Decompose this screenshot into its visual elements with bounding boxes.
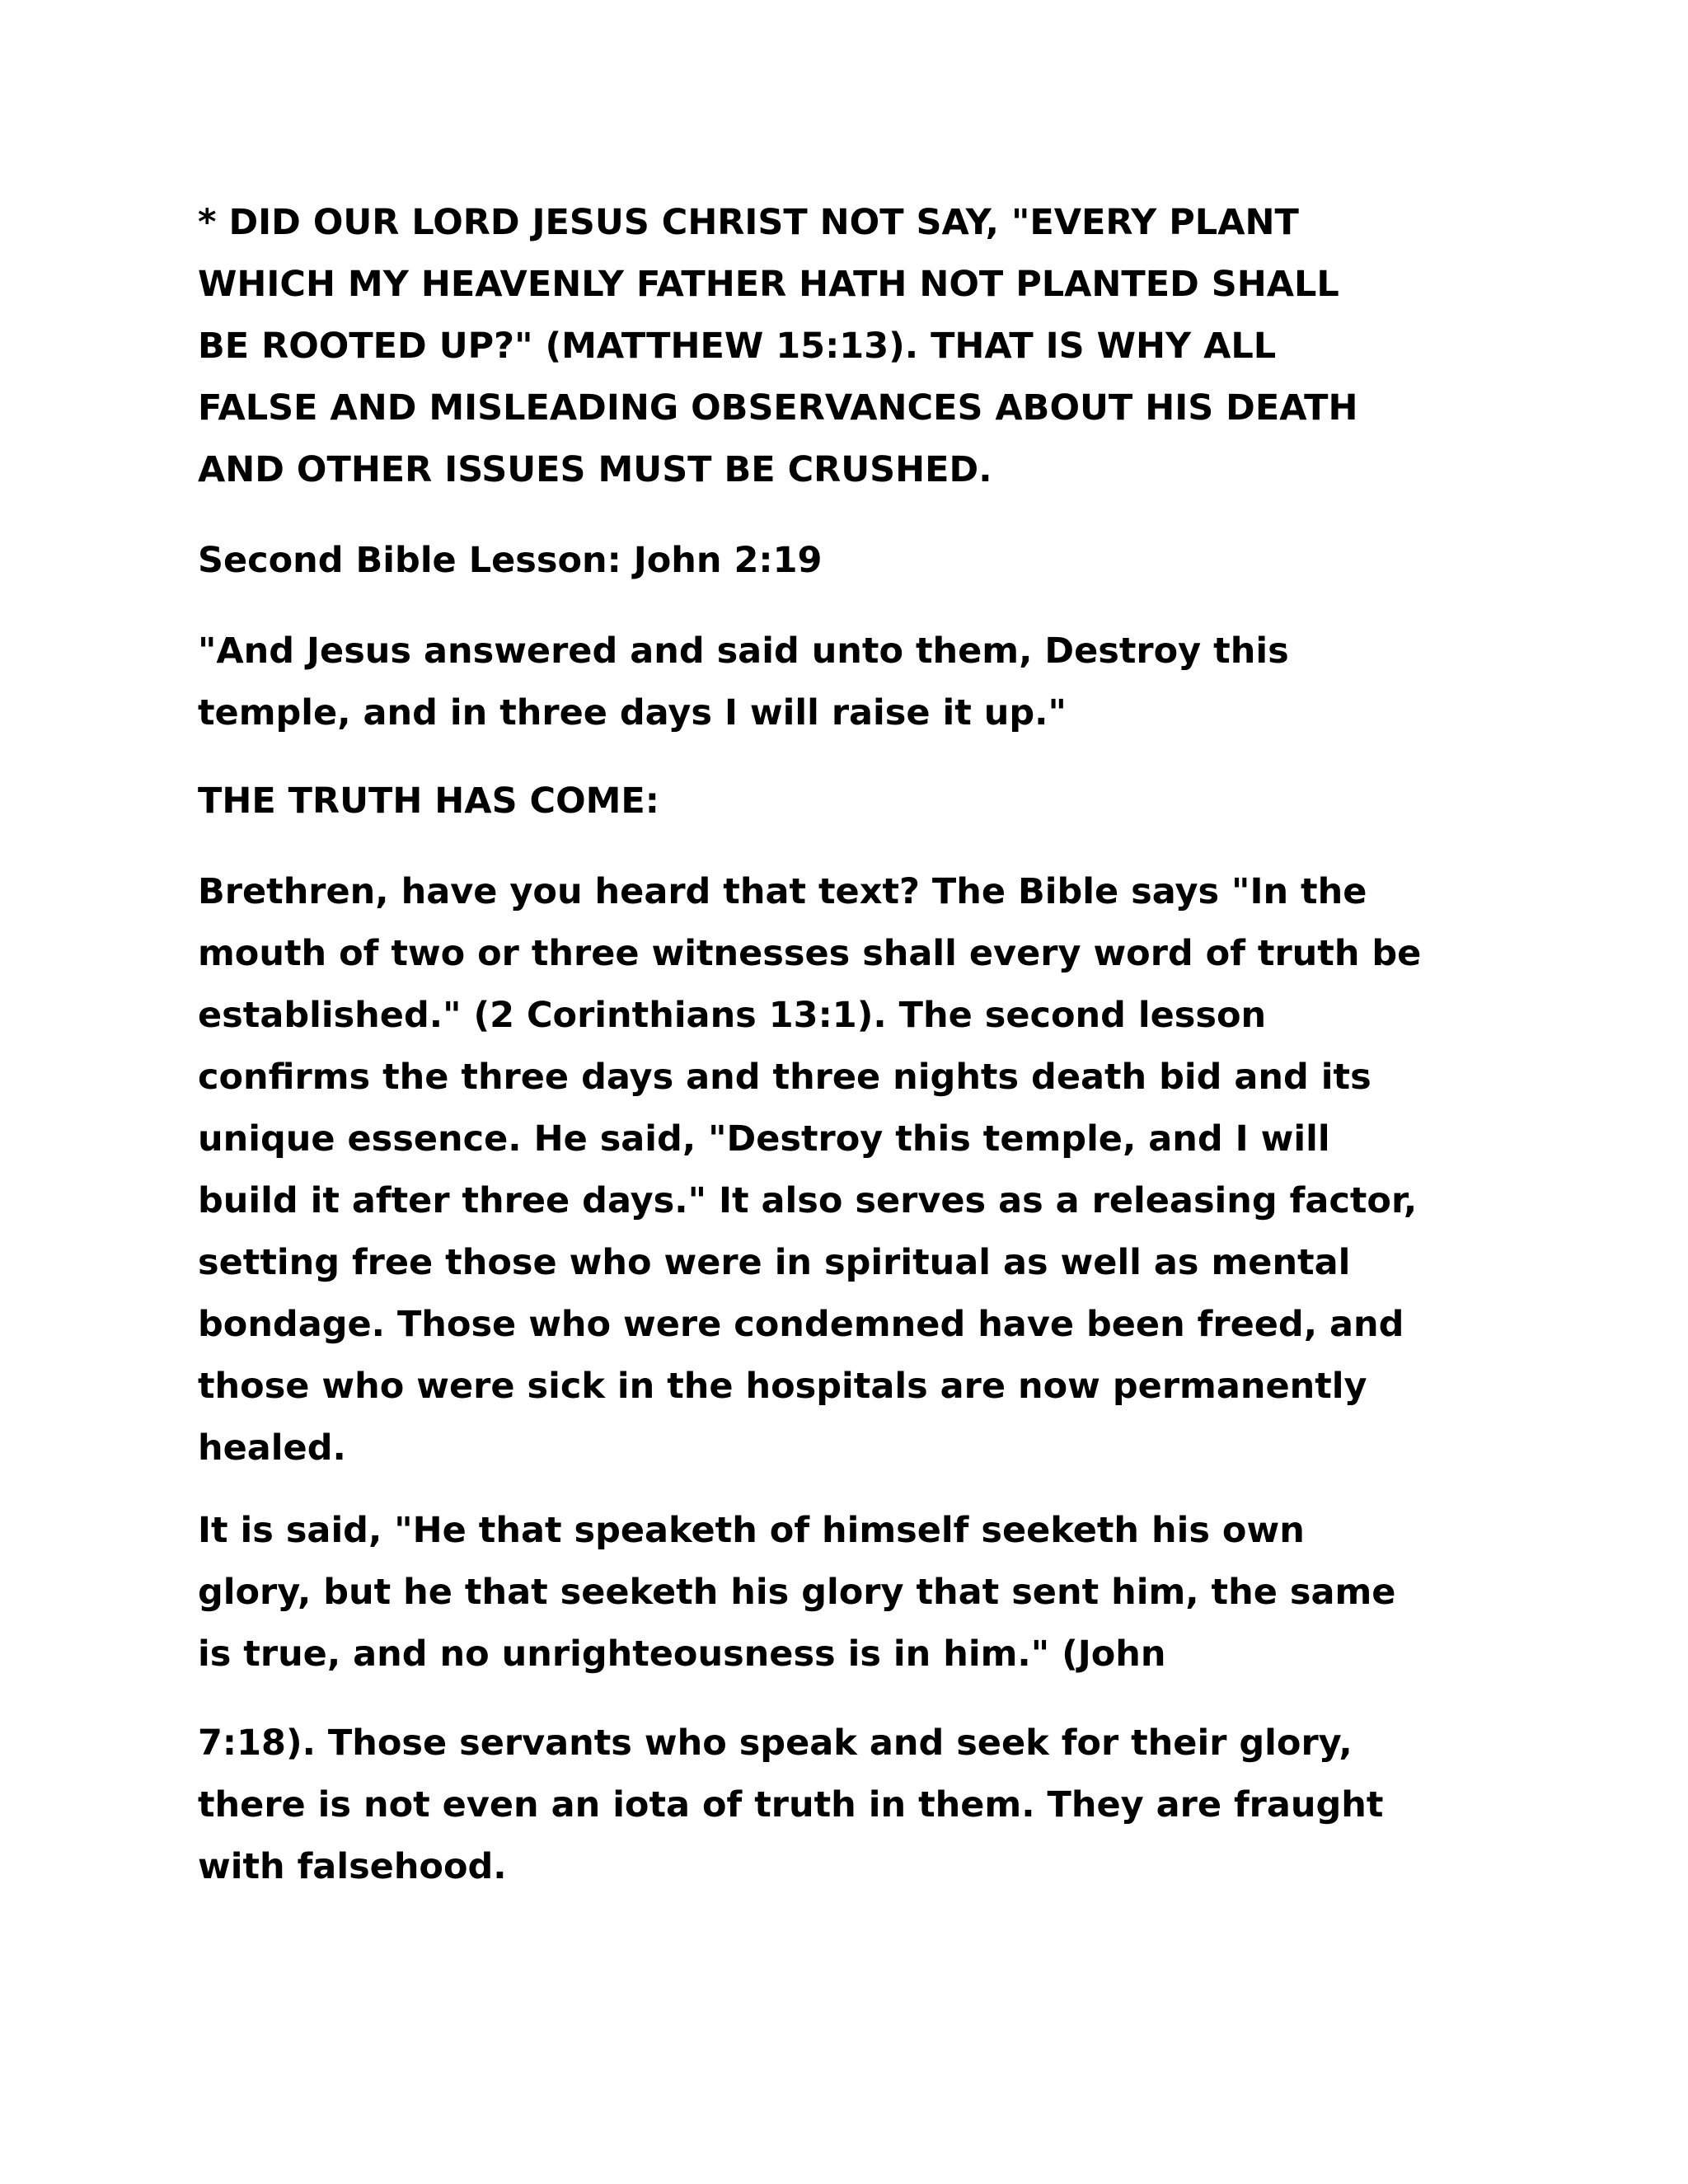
text-line: with falsehood. (198, 1846, 507, 1887)
text-line: unique essence. He said, "Destroy this temple, and I will (198, 1118, 1330, 1160)
text-line: BE ROOTED UP?" (MATTHEW 15:13). THAT IS WHY ALL (198, 326, 1277, 367)
lesson-heading (198, 530, 822, 592)
text-line: "And Jesus answered and said unto them, Destroy this (198, 630, 1289, 672)
text-line: glory, but he that seeketh his glory that sent him, the same (198, 1572, 1396, 1613)
text-line: Second Bible Lesson: John 2:19 (198, 540, 823, 581)
body-paragraph-3 (198, 1713, 1383, 1898)
text-line: Brethren, have you heard that text? The Bible says "In the (198, 871, 1367, 912)
text-line: THE TRUTH HAS COME: (198, 780, 659, 822)
text-line: AND OTHER ISSUES MUST BE CRUSHED. (198, 449, 992, 490)
text-line: 7:18). Those servants who speak and seek for their glory, (198, 1722, 1353, 1764)
intro-paragraph (198, 192, 1357, 501)
text-line: those who were sick in the hospitals are now permanently (198, 1366, 1367, 1407)
text-line: mouth of two or three witnesses shall every word of truth be (198, 933, 1422, 974)
text-line: bondage. Those who were condemned have been freed, and (198, 1304, 1404, 1345)
text-line: established." (2 Corinthians 13:1). The second lesson (198, 995, 1267, 1036)
scripture-quote (198, 621, 1289, 744)
body-paragraph-1 (198, 861, 1421, 1479)
text-line: temple, and in three days I will raise it up." (198, 692, 1067, 733)
text-line: FALSE AND MISLEADING OBSERVANCES ABOUT HIS DEATH (198, 387, 1358, 429)
text-line: there is not even an iota of truth in them. They are fraught (198, 1784, 1384, 1825)
text-line: * DID OUR LORD JESUS CHRIST NOT SAY, "EVERY PLANT (198, 202, 1299, 243)
text-line: build it after three days." It also serves as a releasing factor, (198, 1180, 1418, 1221)
text-line: It is said, "He that speaketh of himself seeketh his own (198, 1510, 1305, 1551)
text-line: confirms the three days and three nights death bid and its (198, 1057, 1372, 1098)
truth-heading (198, 771, 659, 832)
text-line: WHICH MY HEAVENLY FATHER HATH NOT PLANTED SHALL (198, 264, 1339, 305)
text-line: healed. (198, 1427, 346, 1469)
text-line: is true, and no unrighteousness is in him." (John (198, 1633, 1166, 1675)
body-paragraph-2 (198, 1500, 1395, 1685)
text-line: setting free those who were in spiritual as well as mental (198, 1242, 1351, 1283)
